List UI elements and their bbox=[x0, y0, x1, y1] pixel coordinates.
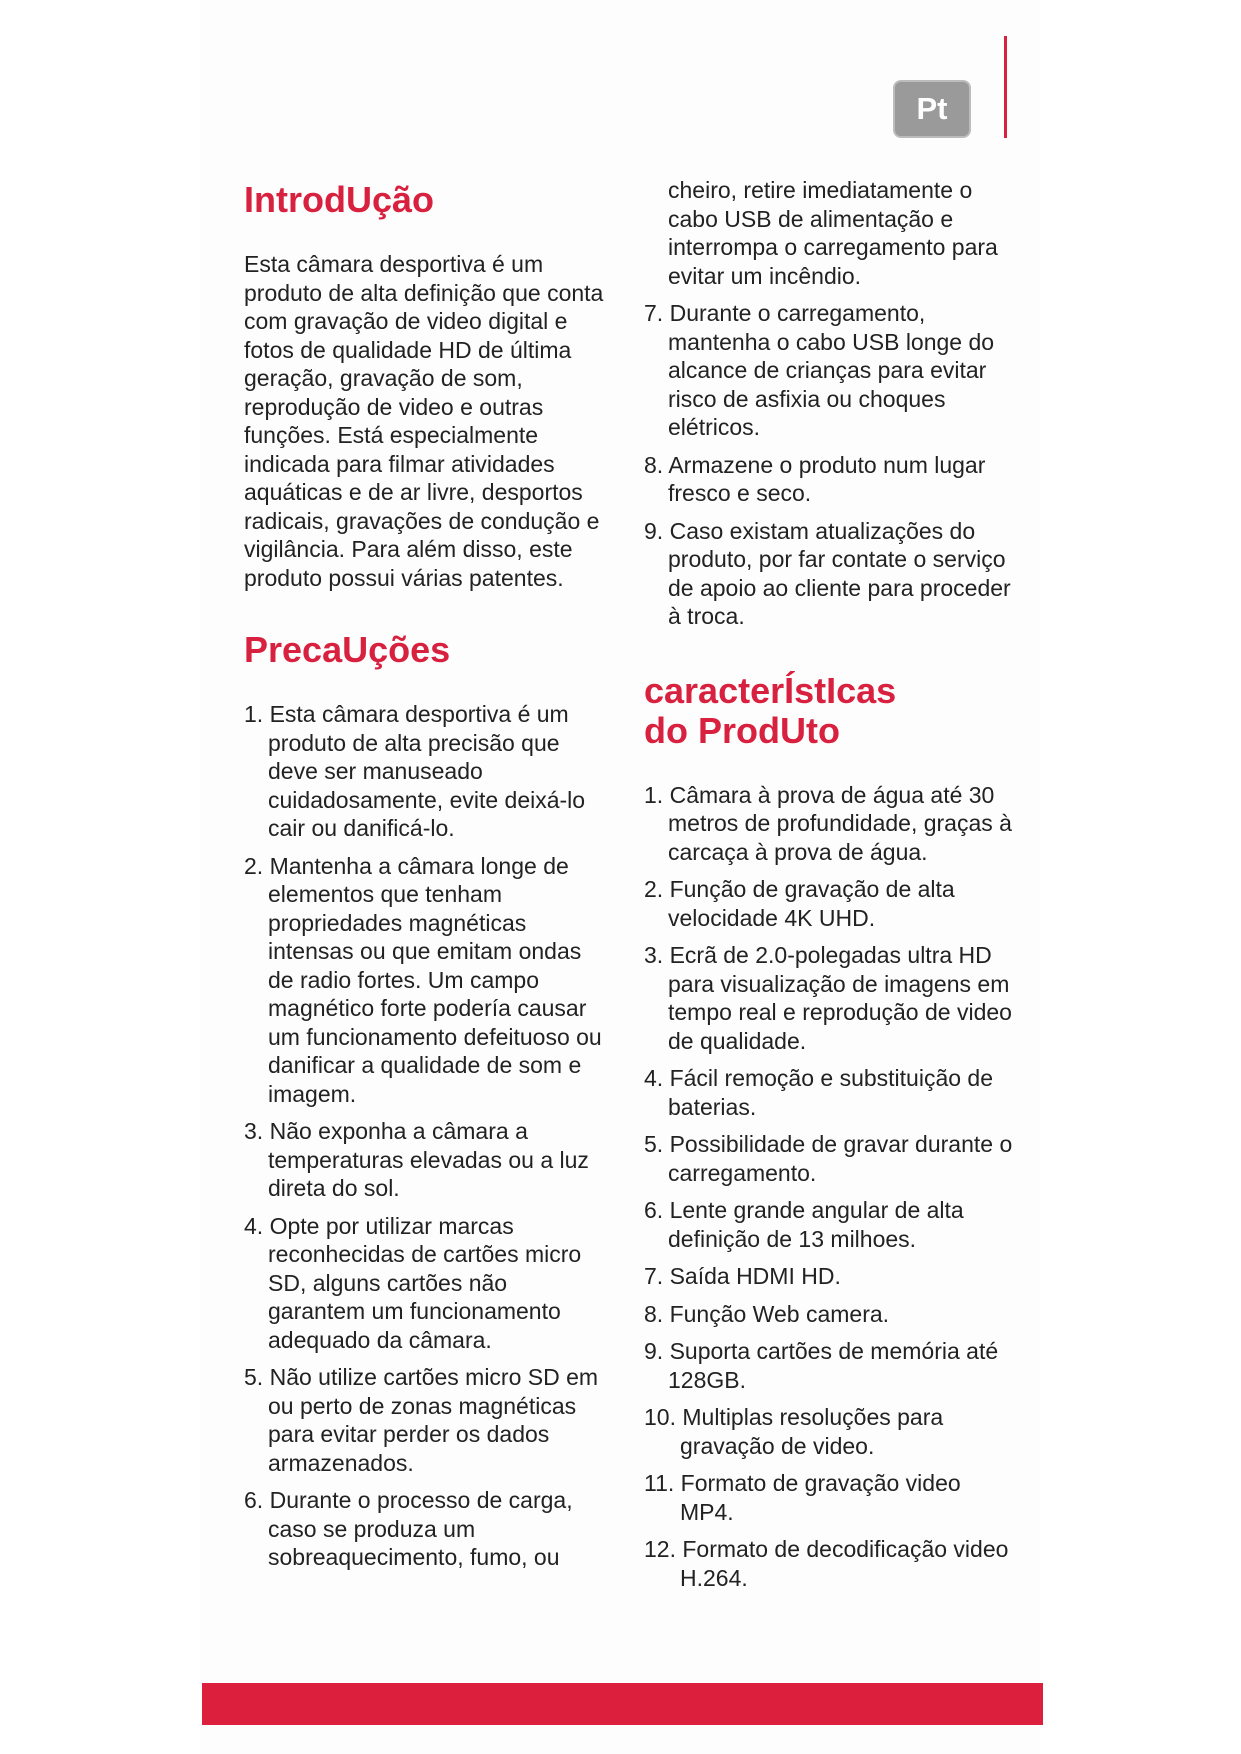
list-item: 7. Saída HDMI HD. bbox=[644, 1263, 841, 1289]
list-item: 8. Função Web camera. bbox=[644, 1300, 890, 1327]
precaution-6-continued: cheiro, retire imediatamente o cabo USB de alimentação e interrompa o carregamento para evitar um incêndio. bbox=[668, 177, 998, 289]
list-item: 8. Armazene o produto num lugar fresco e seco. bbox=[644, 451, 986, 506]
list-item: 5. Não utilize cartões micro SD em ou perto de zonas magnéticas para evitar perder os dados armazenados. bbox=[244, 1364, 599, 1476]
left-column bbox=[244, 180, 604, 1581]
list-item: 12. Formato de decodificação video H.264. bbox=[644, 1536, 1009, 1591]
features-list bbox=[644, 781, 1014, 1395]
list-item: 2. Função de gravação de alta velocidade 4K UHD. bbox=[644, 876, 955, 931]
list-item: 11. Formato de gravação video MP4. bbox=[644, 1470, 961, 1525]
list-item: 2. Mantenha a câmara longe de elementos que tenham propriedades magnéticas intensas ou que emitam ondas de radio fortes. Um campo magnético forte podería causar um funcionamento defeituoso ou danificar a qualidade de som e imagem. bbox=[244, 852, 602, 1107]
list-item: 9. Caso existam atualizações do produto, por far contate o serviço de apoio ao cliente para proceder à troca. bbox=[644, 517, 1011, 629]
intro-heading: IntrodUção bbox=[244, 179, 435, 220]
features-list-wide bbox=[644, 1403, 1014, 1592]
right-column bbox=[644, 177, 1014, 1601]
list-item: 7. Durante o carregamento, mantenha o cabo USB longe do alcance de crianças para evitar risco de asfixia ou choques elétricos. bbox=[644, 300, 995, 440]
list-item: 6. Durante o processo de carga, caso se produza um sobreaquecimento, fumo, ou bbox=[244, 1487, 573, 1570]
list-item: 4. Fácil remoção e substituição de baterias. bbox=[644, 1065, 994, 1120]
list-item: 6. Lente grande angular de alta definição de 13 milhoes. bbox=[644, 1197, 964, 1252]
list-item: 3. Não exponha a câmara a temperaturas elevadas ou a luz direta do sol. bbox=[244, 1118, 589, 1201]
list-item: 3. Ecrã de 2.0-polegadas ultra HD para visualização de imagens em tempo real e reprodução de video de qualidade. bbox=[644, 942, 1012, 1054]
list-item: 10. Multiplas resoluções para gravação de video. bbox=[644, 1404, 944, 1459]
precautions-list-continued bbox=[644, 299, 1014, 631]
features-heading-line2: do ProdUto bbox=[644, 709, 840, 751]
features-heading bbox=[644, 671, 1014, 751]
list-item: 1. Câmara à prova de água até 30 metros de profundidade, graças à carcaça à prova de água. bbox=[644, 781, 1012, 865]
side-accent-line bbox=[1004, 36, 1007, 138]
features-heading-line1: caracterÍstIcas bbox=[644, 669, 897, 711]
precautions-heading: PrecaUções bbox=[244, 629, 451, 670]
intro-paragraph: Esta câmara desportiva é um produto de alta definição que conta com gravação de video digital e fotos de qualidade HD de última geração, gravação de som, reprodução de video e outras funções. Está especialmente indicada para filmar atividades aquáticas e de ar livre, desportos radicais, gravações de condução e vigilância. Para além disso, este produto possui várias patentes. bbox=[244, 251, 604, 591]
language-badge: Pt bbox=[893, 80, 971, 138]
list-item: 9. Suporta cartões de memória até 128GB. bbox=[644, 1338, 999, 1393]
precautions-list bbox=[244, 700, 604, 1572]
list-item: 4. Opte por utilizar marcas reconhecidas de cartões micro SD, alguns cartões não garantem um funcionamento adequado da câmara. bbox=[244, 1212, 582, 1353]
bottom-accent-bar bbox=[202, 1683, 1043, 1725]
list-item: 1. Esta câmara desportiva é um produto de alta precisão que deve ser manuseado cuidadosamente, evite deixá-lo cair ou danificá-lo. bbox=[244, 701, 586, 841]
list-item: 5. Possibilidade de gravar durante o carregamento. bbox=[644, 1131, 1013, 1186]
